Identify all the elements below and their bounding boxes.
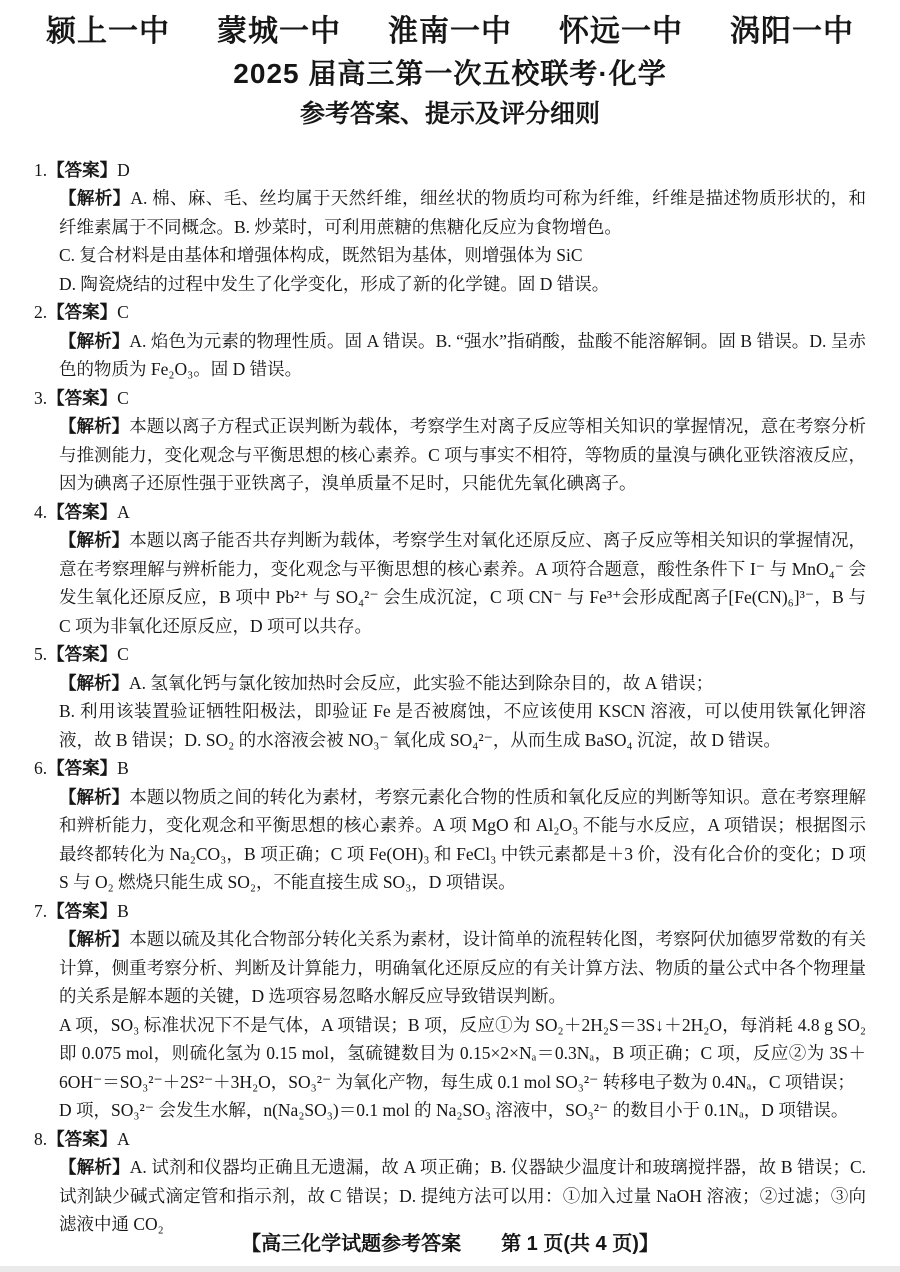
analysis-block: [59, 327, 866, 384]
answer-label: 【答案】: [47, 1128, 118, 1149]
question: [34, 1125, 866, 1239]
analysis-paragraph: 【解析】A. 棉、麻、毛、丝均属于天然纤维，细丝状的物质均可称为纤维，纤维是描述物质形状的，和纤维素属于不同概念。B. 炒菜时，可利用蔗糖的焦糖化反应为食物增色。: [59, 188, 866, 237]
answer-value: C: [117, 644, 129, 665]
analysis-label: 【解析】: [59, 530, 130, 551]
question: [34, 897, 866, 1125]
analysis-label: 【解析】: [59, 330, 130, 351]
analysis-label: 【解析】: [59, 1157, 130, 1178]
analysis-label: 【解析】: [59, 416, 130, 437]
question: [34, 298, 866, 384]
question: [34, 640, 866, 754]
analysis-label: 【解析】: [59, 672, 129, 693]
answer-line: [34, 897, 866, 926]
analysis-label: 【解析】: [59, 188, 131, 209]
analysis-paragraph: A 项，SO₃ 标准状况下不是气体，A 项错误；B 项，反应①为 SO₂＋2H₂S＝3S↓＋2H₂O，每消耗 4.8 g SO₂ 即 0.075 mol，则硫化氢为 0.15 mol，氢硫键数目为 0.15×2×Nₐ＝0.3Nₐ，B 项正确；C 项，反应②为 3S＋6OH⁻＝SO₃²⁻＋2S²⁻＋3H₂O，SO₃²⁻ 为氧化产物，每生成 0.1 mol SO₃²⁻ 转移电子数为 0.4Nₐ，C 项错误；: [59, 1014, 866, 1092]
analysis-block: [59, 1153, 866, 1239]
analysis-paragraph: 【解析】A. 焰色为元素的物理性质。固 A 错误。B. “强水”指硝酸，盐酸不能溶解铜。固 B 错误。D. 呈赤色的物质为 Fe₂O₃。固 D 错误。: [59, 330, 866, 380]
school-name: 涡阳一中: [730, 15, 854, 48]
question: [34, 498, 866, 641]
analysis-block: [59, 526, 866, 640]
school-name: 颍上一中: [46, 15, 170, 48]
answer-label: 【答案】: [47, 501, 118, 522]
analysis-paragraph: 【解析】本题以离子能否共存判断为载体，考察学生对氧化还原反应、离子反应等相关知识的掌握情况，意在考察理解与辨析能力，变化观念与平衡思想的核心素养。A 项符合题意，酸性条件下 I⁻ 与 MnO₄⁻ 会发生氧化还原反应，B 项中 Pb²⁺ 与 SO₄²⁻ 会生成沉淀，C 项 CN⁻ 与 Fe³⁺会形成配离子[Fe(CN)₆]³⁻，B 与 C 项为非氧化还原反应，D 项可以共存。: [59, 530, 867, 636]
analysis-paragraph: B. 利用该装置验证牺牲阳极法，即验证 Fe 是否被腐蚀，不应该使用 KSCN 溶液，可以使用铁氰化钾溶液，故 B 错误；D. SO₂ 的水溶液会被 NO₃⁻ 氧化成 SO₄²⁻，从而生成 BaSO₄ 沉淀，故 D 错误。: [59, 701, 866, 750]
answer-label: 【答案】: [47, 758, 118, 779]
analysis-paragraph: 【解析】A. 氢氧化钙与氯化铵加热时会反应，此实验不能达到除杂目的，故 A 错误；: [59, 672, 714, 693]
analysis-paragraph: 【解析】本题以离子方程式正误判断为载体，考察学生对离子反应等相关知识的掌握情况，意在考察分析与推测能力，变化观念与平衡思想的核心素养。C 项与事实不相符，等物质的量溴与碘化亚铁溶液反应，因为碘离子还原性强于亚铁离子，溴单质量不足时，只能优先氧化碘离子。: [59, 416, 867, 494]
analysis-block: [59, 925, 866, 1125]
analysis-paragraph: 【解析】本题以物质之间的转化为素材，考察元素化合物的性质和氧化反应的判断等知识。意在考察理解和辨析能力，变化观念和平衡思想的核心素养。A 项 MgO 和 Al₂O₃ 不能与水反应，A 项错误；根据图示最终都转化为 Na₂CO₃，B 项正确；C 项 Fe(OH)₃ 和 FeCl₃ 中铁元素都是＋3 价，没有化合价的变化；D 项 S 与 O₂ 燃烧只能生成 SO₂，不能直接生成 SO₃，D 项错误。: [59, 786, 867, 893]
school-name: 蒙城一中: [217, 15, 341, 48]
answer-value: A: [117, 1128, 130, 1149]
analysis-label: 【解析】: [59, 929, 130, 950]
answer-line: [34, 384, 866, 413]
question-number: 2.: [34, 302, 48, 323]
answer-line: [34, 156, 866, 185]
analysis-paragraph: C. 复合材料是由基体和增强体构成，既然铝为基体，则增强体为 SiC: [59, 245, 583, 266]
answer-line: [34, 754, 866, 783]
exam-title: 2025 届高三第一次五校联考·化学: [233, 57, 667, 89]
analysis-block: [59, 184, 866, 298]
question-number: 3.: [34, 387, 48, 408]
answer-line: [34, 640, 866, 669]
analysis-paragraph: 【解析】本题以硫及其化合物部分转化关系为素材，设计简单的流程转化图，考察阿伏加德罗常数的有关计算，侧重考察分析、判断及计算能力，明确氧化还原反应的有关计算方法、物质的量公式中各个物理量的关系是解本题的关键，D 选项容易忽略水解反应导致错误判断。: [59, 929, 867, 1007]
answer-line: [34, 1125, 866, 1154]
answer-value: D: [117, 159, 130, 180]
page-header: [34, 12, 866, 134]
question-number: 4.: [34, 501, 48, 522]
analysis-label: 【解析】: [59, 786, 130, 807]
question-number: 5.: [34, 644, 48, 665]
question-number: 1.: [34, 159, 48, 180]
answer-label: 【答案】: [47, 644, 118, 665]
answer-label: 【答案】: [47, 159, 118, 180]
question: [34, 156, 866, 299]
answer-line: [34, 498, 866, 527]
question: [34, 384, 866, 498]
analysis-paragraph: D. 陶瓷烧结的过程中发生了化学变化，形成了新的化学键。固 D 错误。: [59, 273, 610, 294]
school-list: [34, 12, 866, 53]
school-name: 怀远一中: [559, 15, 683, 48]
answer-value: B: [117, 758, 129, 779]
answer-value: A: [117, 501, 130, 522]
school-name: 淮南一中: [388, 15, 512, 48]
answer-value: B: [117, 900, 129, 921]
question-number: 8.: [34, 1128, 48, 1149]
answer-label: 【答案】: [47, 900, 118, 921]
answer-value: C: [117, 387, 129, 408]
answer-value: C: [117, 302, 129, 323]
question-number: 6.: [34, 758, 48, 779]
answer-label: 【答案】: [47, 302, 118, 323]
question: [34, 754, 866, 897]
analysis-paragraph: D 项，SO₃²⁻ 会发生水解，n(Na₂SO₃)＝0.1 mol 的 Na₂SO₃ 溶液中，SO₃²⁻ 的数目小于 0.1Nₐ，D 项错误。: [59, 1100, 849, 1121]
analysis-block: [59, 669, 866, 755]
analysis-block: [59, 412, 866, 498]
page-footer: 【高三化学试题参考答案 第 1 页(共 4 页)】: [241, 1233, 659, 1255]
answer-key-subtitle: 参考答案、提示及评分细则: [299, 100, 600, 129]
scan-edge: [0, 1266, 900, 1272]
question-list: [34, 156, 866, 1239]
analysis-paragraph: 【解析】A. 试剂和仪器均正确且无遗漏，故 A 项正确；B. 仪器缺少温度计和玻璃搅拌器，故 B 错误；C. 试剂缺少碱式滴定管和指示剂，故 C 错误；D. 提纯方法可以用：①加入过量 NaOH 溶液；②过滤；③向滤液中通 CO₂: [59, 1157, 867, 1235]
question-number: 7.: [34, 900, 48, 921]
analysis-block: [59, 783, 866, 897]
answer-label: 【答案】: [47, 387, 118, 408]
answer-line: [34, 298, 866, 327]
